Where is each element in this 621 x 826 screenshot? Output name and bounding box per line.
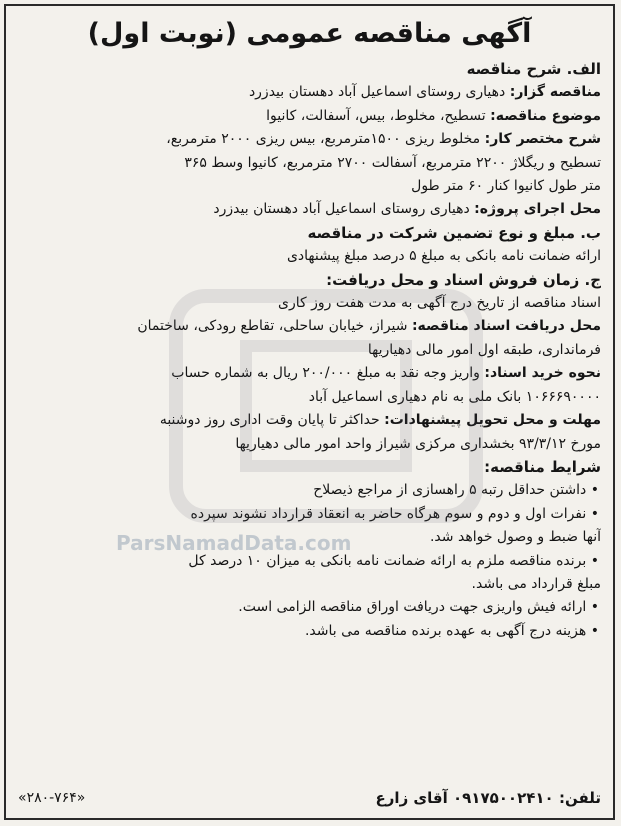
buy-line-1: واریز وجه نقد به مبلغ ۲۰۰/۰۰۰ ریال به شماره حساب [171,365,480,382]
deadline-line-1: حداکثر تا پایان وقت اداری روز دوشنبه [159,412,380,429]
section-a-heading: الف. شرح مناقصه [466,60,601,78]
location-value: دهیاری روستای اسماعیل آباد دهستان بیدزرد [213,201,470,218]
condition-item-continued: آنها ضبط و وصول خواهد شد. [429,529,601,546]
section-c-heading: ج. زمان فروش اسناد و محل دریافت: [326,270,601,289]
buy-line-2: ۱۰۶۶۶۹۰۰۰۰ بانک ملی به نام دهیاری اسماعیل آباد [308,388,601,405]
guarantee-text: ارائه ضمانت نامه بانکی به مبلغ ۵ درصد مبلغ پیشنهادی [286,248,601,265]
summary-line-1: مخلوط ریزی ۱۵۰۰مترمربع، بیس ریزی ۲۰۰۰ مترمربع، [166,131,481,148]
condition-item: • هزینه درج آگهی به عهده برنده مناقصه می باشد. [18,620,601,643]
contact-phone: تلفن: ۰۹۱۷۵۰۰۲۴۱۰ آقای زارع [375,789,601,807]
deadline-row [18,409,601,432]
buy-label: نحوه خرید اسناد: [484,365,601,382]
condition-item: • نفرات اول و دوم و سوم هرگاه حاضر به انعقاد قرارداد نشوند سپرده [18,503,601,526]
summary-line-2: تسطیح و ریگلاژ ۲۲۰۰ مترمربع، آسفالت ۲۷۰۰ مترمربع، کانیوا وسط ۳۶۵ [184,154,601,171]
receive-line-2: فرمانداری، طبقه اول امور مالی دهیاریها [367,341,601,358]
summary-row [18,128,601,151]
section-b-heading: ب. مبلغ و نوع تضمین شرکت در مناقصه [307,223,601,242]
condition-item: • داشتن حداقل رتبه ۵ راهسازی از مراجع ذیصلاح [18,479,601,502]
organizer-row [18,81,601,104]
condition-item: • ارائه فیش واریزی جهت دریافت اوراق مناقصه الزامی است. [18,596,601,619]
notice-title: آگهی مناقصه عمومی (نوبت اول) [87,18,532,49]
deadline-label: مهلت و محل تحویل پیشنهادات: [384,412,601,429]
organizer-label: مناقصه گزار: [509,84,601,101]
subject-label: موضوع مناقصه: [490,107,601,124]
tender-notice [4,4,615,820]
summary-label: شرح مختصر کار: [484,131,601,148]
summary-line-3: متر طول کانیوا کنار ۶۰ متر طول [411,178,601,195]
condition-item-continued: مبلغ قرارداد می باشد. [471,575,601,592]
buy-row [18,362,601,385]
receive-row [18,315,601,338]
subject-value: تسطیح، مخلوط، بیس، آسفالت، کانیوا [266,107,486,124]
receive-line-1: شیراز، خیابان ساحلی، تقاطع رودکی، ساختمان [137,318,408,335]
location-row [18,198,601,221]
watermark-text: ParsNamadData.com [116,531,352,555]
subject-row [18,105,601,128]
deadline-line-2: مورخ ۹۳/۳/۱۲ بخشداری مرکزی شیراز واحد امور مالی دهیاریها [235,435,601,452]
condition-item: • برنده مناقصه ملزم به ارائه ضمانت نامه بانکی به میزان ۱۰ درصد کل [18,550,601,573]
organizer-value: دهیاری روستای اسماعیل آباد دهستان بیدزرد [248,84,506,101]
notice-code: «۲۸۰-۷۶۴» [18,790,86,806]
receive-label: محل دریافت اسناد مناقصه: [411,318,601,335]
footer [18,786,601,810]
documents-period: اسناد مناقصه از تاریخ درج آگهی به مدت هفت روز کاری [278,295,601,312]
conditions-heading: شرایط مناقصه: [484,457,601,476]
location-label: محل اجرای پروژه: [474,201,601,218]
